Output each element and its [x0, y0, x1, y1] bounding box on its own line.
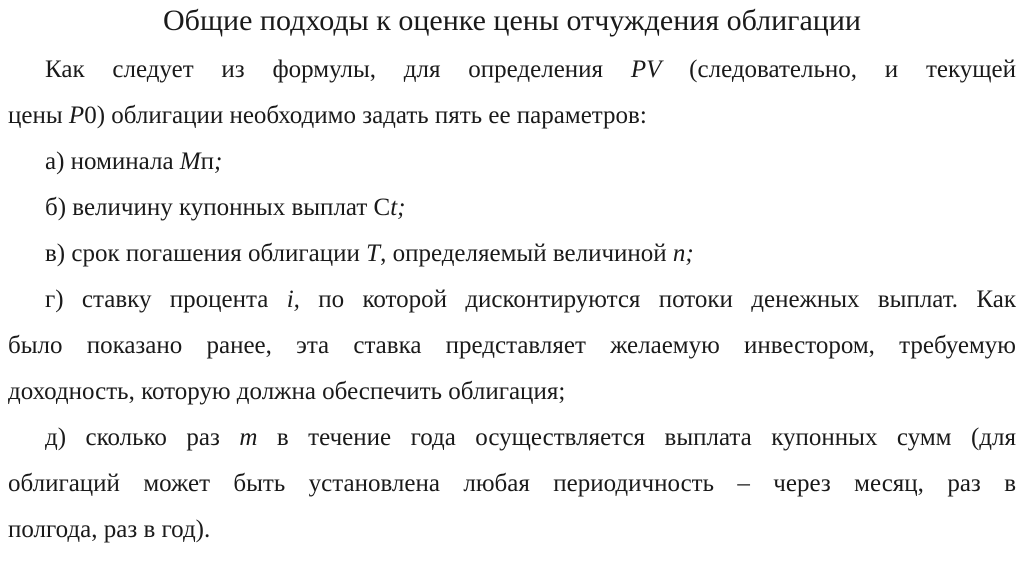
intro-text: 0) облигации необходимо задать пять ее параметров:: [84, 102, 647, 129]
item-text: д) сколько раз: [45, 424, 240, 451]
item-a-line: [8, 139, 1016, 185]
item-text: а) номинала: [45, 148, 180, 175]
item-d-line-2: было показано ранее, эта ставка представляет желаемую инвестором, требуемую: [8, 332, 1016, 359]
intro-line-2: [8, 93, 1016, 139]
i-variable: i,: [286, 286, 300, 313]
p-variable: P: [68, 102, 85, 129]
t-variable: t;: [390, 194, 406, 221]
item-b: [8, 185, 1016, 231]
t-period-variable: T: [366, 240, 381, 267]
n-variable: n;: [672, 240, 694, 267]
item-d-line-1: [8, 277, 1016, 323]
item-b-line: [8, 185, 1016, 231]
item-c-line: [8, 231, 1016, 277]
item-c: [8, 231, 1016, 277]
item-a: [8, 139, 1016, 185]
intro-paragraph: [8, 47, 1016, 139]
item-e-line-1: [8, 415, 1016, 461]
item-e-line-3: полгода, раз в год).: [8, 516, 211, 543]
pv-variable: PV: [630, 56, 662, 83]
item-e: [8, 415, 1016, 553]
m-subscript: п: [200, 148, 215, 175]
intro-line-1: [8, 47, 1016, 93]
item-e-line-2: облигаций может быть установлена любая периодичность – через месяц, раз в: [8, 470, 1016, 497]
intro-text: цены: [8, 102, 69, 129]
item-d: [8, 277, 1016, 415]
item-end: ;: [214, 148, 223, 175]
m-count-variable: m: [239, 424, 258, 451]
intro-text: (следовательно, и текущей: [661, 56, 1016, 83]
slide-title: Общие подходы к оценке цены отчуждения облигации: [163, 4, 861, 37]
item-text: в течение года осуществляется выплата купонных сумм (для: [257, 424, 1016, 451]
m-variable: M: [179, 148, 201, 175]
item-text: г) ставку процента: [45, 286, 287, 313]
item-text: по которой дисконтируются потоки денежных выплат. Как: [299, 286, 1016, 313]
item-text: в) срок погашения облигации: [45, 240, 367, 267]
item-text: б) величину купонных выплат: [45, 194, 374, 221]
intro-text: Как следует из формулы, для определения: [45, 56, 631, 83]
c-variable: C: [373, 194, 391, 221]
item-text: , определяемый величиной: [380, 240, 673, 267]
item-d-line-3: доходность, которую должна обеспечить облигация;: [8, 378, 566, 405]
